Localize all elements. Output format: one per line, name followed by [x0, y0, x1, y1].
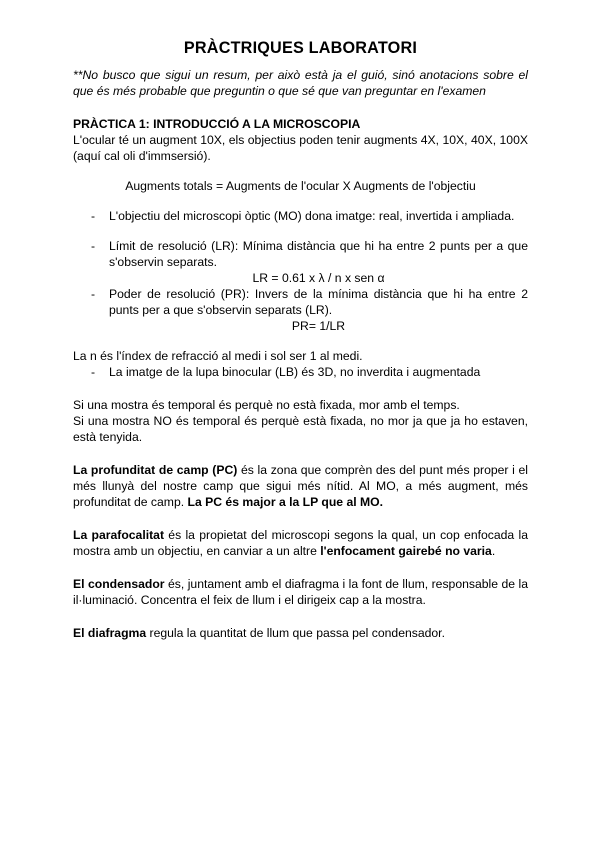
refraction-paragraph: La n és l'índex de refracció al medi i sol ser 1 al medi.: [73, 349, 363, 363]
lr-formula: LR = 0.61 x λ / n x sen α: [252, 271, 385, 285]
pc-text: és la zona que comprèn des del punt més proper i el més llunyà del nostre camp que sigui més nítid. Al MO, a més augment, més profunditat de camp.: [73, 463, 528, 509]
resolution-list: [73, 238, 528, 334]
parafocal-period: .: [491, 544, 496, 558]
condensador-paragraph: [73, 576, 528, 608]
parafocal-conclusion: l'enfocament gairebé no varia: [320, 544, 492, 558]
microscope-list: [73, 208, 528, 224]
temporal-paragraph-2: Si una mostra NO és temporal és perquè està fixada, no mor ja que ja ho estaven, està tenyida.: [73, 414, 528, 444]
list-item-lupa: [73, 364, 528, 380]
lupa-list: [73, 364, 528, 380]
list-item-lr-text: Límit de resolució (LR): Mínima distància que hi ha entre 2 punts per a que s'observin separats.: [109, 239, 528, 269]
list-item-lupa-text: La imatge de la lupa binocular (LB) és 3D, no inverdita i augmentada: [109, 365, 481, 379]
diafragma-term: El diafragma: [73, 626, 147, 640]
list-item-mo-text: L'objectiu del microscopi òptic (MO) dona imatge: real, invertida i ampliada.: [109, 209, 515, 223]
temporal-paragraph-1: Si una mostra és temporal és perquè no està fixada, mor amb el temps.: [73, 398, 460, 412]
dash-bullet: -: [91, 365, 96, 379]
parafocal-text: és la propietat del microscopi segons la qual, un cop enfocada la mostra amb un objectiu, en canviar a un altre: [73, 528, 528, 558]
augments-formula: Augments totals = Augments de l'ocular X Augments de l'objectiu: [125, 179, 476, 193]
condensador-term: El condensador: [73, 577, 165, 591]
list-item-lr: [73, 238, 528, 286]
diafragma-text: regula la quantitat de llum que passa pel condensador.: [146, 626, 445, 640]
section-heading-practice-1: PRÀCTICA 1: INTRODUCCIÓ A LA MICROSCOPIA: [73, 117, 361, 131]
dash-bullet: -: [91, 287, 96, 301]
dash-bullet: -: [91, 239, 96, 253]
pc-paragraph: [73, 462, 528, 510]
ocular-paragraph: L'ocular té un augment 10X, els objectius poden tenir augments 4X, 10X, 40X, 100X (aquí cal oli d'immsersió).: [73, 133, 528, 163]
list-item-pr-text: Poder de resolució (PR): Invers de la mínima distància que hi ha entre 2 punts per a que s'observin separats (LR).: [109, 287, 528, 317]
pc-conclusion: La PC és major a la LP que al MO.: [187, 495, 384, 509]
list-item-pr: [73, 286, 528, 334]
intro-note: **No busco que sigui un resum, per això està ja el guió, sinó anotacions sobre el que és més probable que preguntin o que sé que van preguntar en l'examen: [73, 68, 528, 98]
parafocal-paragraph: [73, 527, 528, 559]
condensador-text: és, juntament amb el diafragma i la font de llum, responsable de la il·luminació. Concentra el feix de llum i el dirigeix cap a la mostra.: [73, 577, 528, 607]
diafragma-paragraph: [73, 625, 528, 641]
pr-formula: PR= 1/LR: [291, 319, 346, 333]
document-content: [73, 38, 528, 641]
page-title: PRÀCTRIQUES LABORATORI: [183, 39, 418, 57]
dash-bullet: -: [91, 209, 96, 223]
list-item-mo: [73, 208, 528, 224]
parafocal-term: La parafocalitat: [73, 528, 164, 542]
pc-term: La profunditat de camp (PC): [73, 463, 238, 477]
